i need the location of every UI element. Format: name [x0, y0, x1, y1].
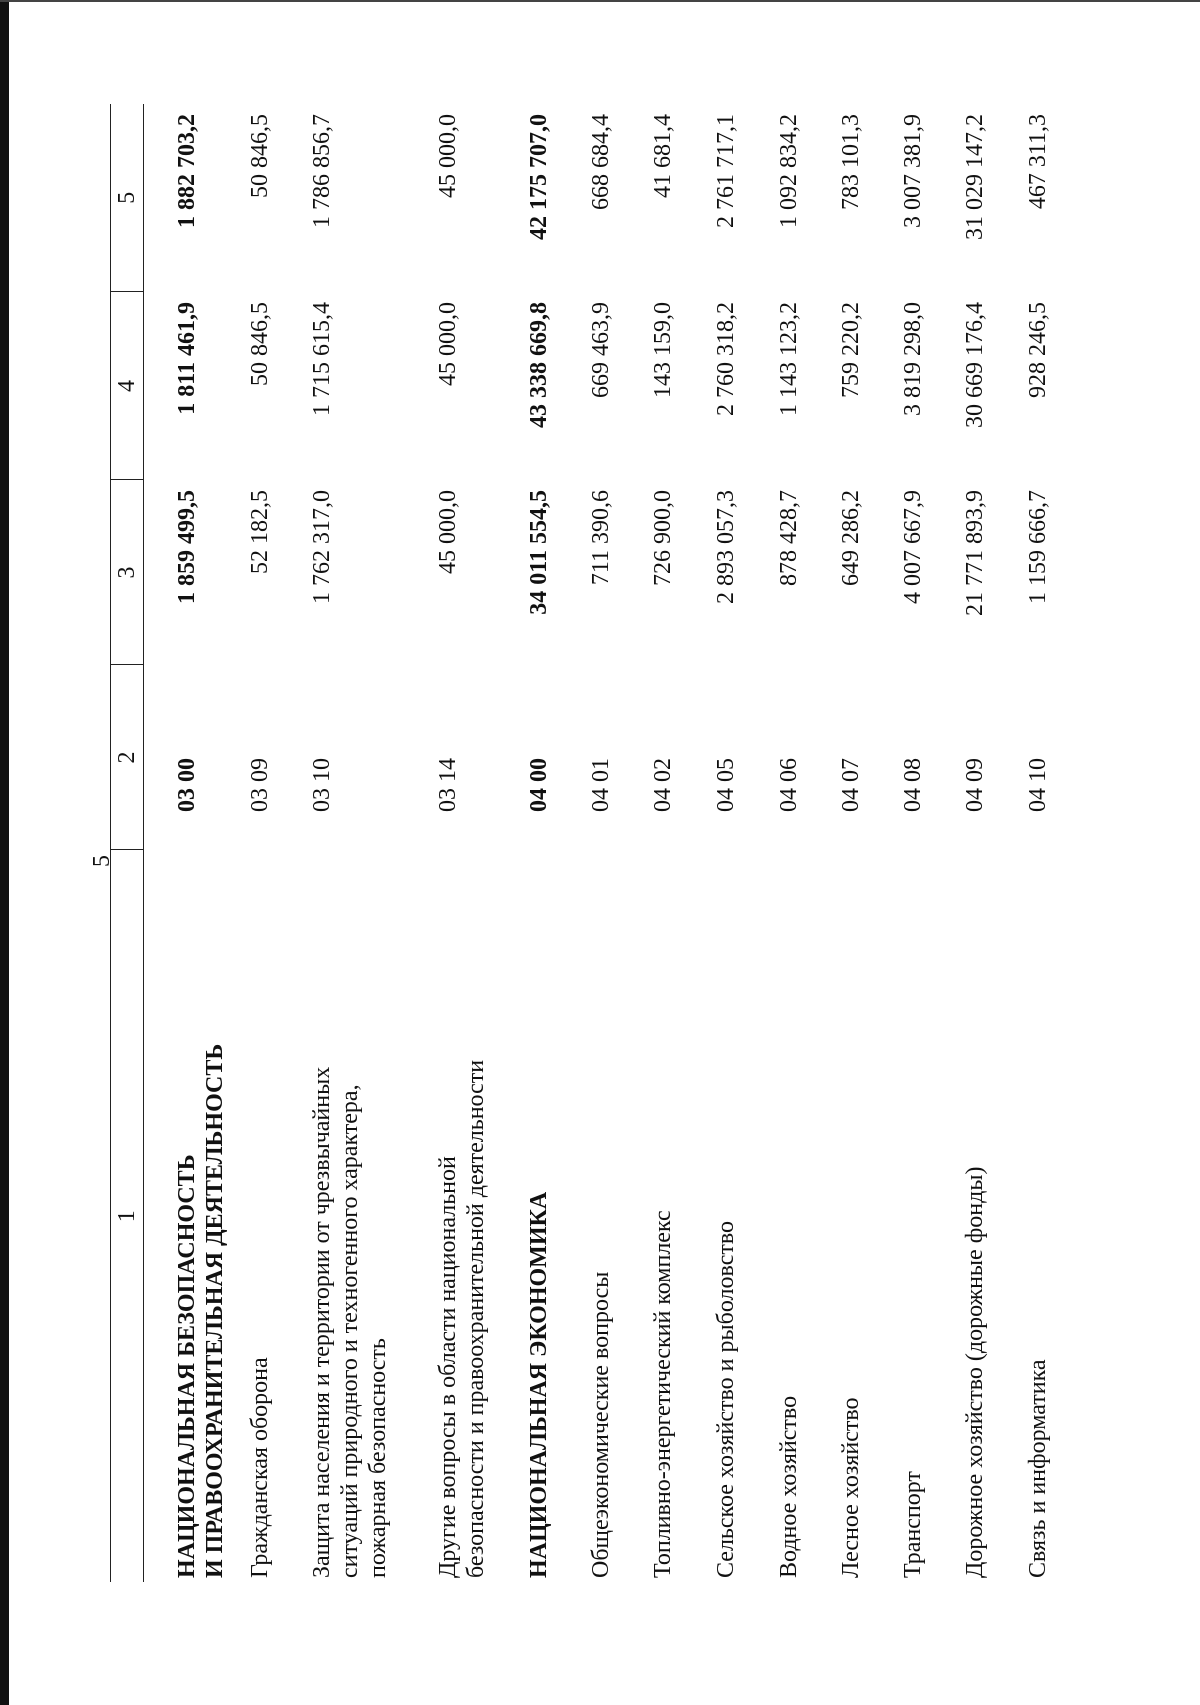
table-row [173, 104, 246, 1582]
table-row [837, 104, 899, 1582]
row-value-col5: 3 007 381,9 [900, 114, 926, 228]
row-value-col3: 34 011 554,5 [526, 490, 552, 615]
row-code: 03 10 [309, 758, 335, 812]
row-value-col5: 50 846,5 [247, 114, 273, 198]
row-code: 03 09 [247, 758, 273, 812]
table-row [525, 104, 587, 1582]
table-header-row [111, 104, 144, 1582]
row-value-col3: 52 182,5 [247, 490, 273, 574]
header-col-5: 5 [111, 104, 144, 292]
table-row [434, 104, 525, 1582]
row-value-col3: 45 000,0 [435, 490, 461, 574]
row-value-col3: 649 286,2 [838, 490, 864, 586]
row-name: Лесное хозяйство [838, 1397, 864, 1578]
row-value-col3: 711 390,6 [588, 490, 614, 586]
row-code: 04 01 [588, 758, 614, 812]
row-value-col4: 669 463,9 [588, 302, 614, 398]
row-code: 04 00 [526, 758, 552, 812]
row-code: 04 08 [900, 758, 926, 812]
table-row [308, 104, 434, 1582]
row-name: НАЦИОНАЛЬНАЯ ЭКОНОМИКА [526, 1191, 552, 1578]
row-value-col5: 668 684,4 [588, 114, 614, 210]
row-value-col5: 1 882 703,2 [174, 114, 200, 228]
row-name: Транспорт [900, 1471, 926, 1578]
row-value-col3: 878 428,7 [776, 490, 802, 586]
row-value-col4: 1 811 461,9 [174, 302, 200, 415]
table-row [961, 104, 1024, 1582]
row-code: 04 05 [713, 758, 739, 812]
row-value-col3: 21 771 893,9 [962, 490, 988, 616]
budget-table [110, 104, 1104, 1582]
row-value-col4: 30 669 176,4 [962, 302, 988, 428]
table-row [775, 104, 837, 1582]
row-value-col4: 1 715 615,4 [309, 302, 335, 416]
row-value-col4: 2 760 318,2 [713, 302, 739, 416]
row-value-col5: 1 786 856,7 [309, 114, 335, 228]
header-col-4: 4 [111, 292, 144, 480]
row-value-col3: 1 859 499,5 [174, 490, 200, 604]
row-value-col5: 31 029 147,2 [962, 114, 988, 240]
row-value-col3: 726 900,0 [650, 490, 676, 586]
table-body [144, 104, 1105, 1582]
scan-left-edge [0, 0, 9, 1705]
row-name: Общеэкономические вопросы [588, 1271, 614, 1578]
table-tail-spacer [1064, 104, 1104, 1582]
row-value-col4: 3 819 298,0 [900, 302, 926, 416]
row-value-col4: 50 846,5 [247, 302, 273, 386]
row-name: Дорожное хозяйство (дорожные фонды) [962, 1166, 988, 1578]
row-value-col5: 1 092 834,2 [776, 114, 802, 228]
row-value-col4: 759 220,2 [838, 302, 864, 398]
row-code: 03 00 [174, 758, 200, 812]
row-value-col3: 2 893 057,3 [713, 490, 739, 604]
page-number: 5 [89, 855, 115, 867]
row-value-col3: 4 007 667,9 [900, 490, 926, 604]
row-name: Водное хозяйство [776, 1395, 802, 1578]
row-code: 04 02 [650, 758, 676, 812]
table-row [899, 104, 961, 1582]
row-value-col3: 1 159 666,7 [1025, 490, 1051, 604]
row-value-col3: 1 762 317,0 [309, 490, 335, 604]
row-name: Гражданская оборона [247, 1357, 273, 1578]
table-row [649, 104, 712, 1582]
row-value-col5: 467 311,3 [1025, 114, 1051, 210]
row-value-col4: 1 143 123,2 [776, 302, 802, 416]
row-code: 04 10 [1025, 758, 1051, 812]
row-code: 03 14 [435, 758, 461, 812]
row-value-col4: 143 159,0 [650, 302, 676, 398]
row-value-col4: 928 246,5 [1025, 302, 1051, 398]
row-value-col5: 42 175 707,0 [526, 114, 552, 240]
row-value-col5: 2 761 717,1 [713, 114, 739, 228]
row-value-col4: 45 000,0 [435, 302, 461, 386]
rotated-page [110, 0, 1200, 1582]
row-name: НАЦИОНАЛЬНАЯ БЕЗОПАСНОСТЬ И ПРАВООХРАНИТЕЛЬНАЯ ДЕЯТЕЛЬНОСТЬ [174, 1043, 228, 1578]
row-name: Другие вопросы в области национальной безопасности и правоохранительной деятельности [435, 1059, 489, 1578]
table-row [712, 104, 775, 1582]
spacer-row [144, 104, 174, 1582]
row-name: Защита населения и территории от чрезвычайных ситуаций природного и техногенного характера, пожарная безопасность [309, 1066, 391, 1578]
table-row [246, 104, 308, 1582]
row-name: Сельское хозяйство и рыболовство [713, 1220, 739, 1578]
row-value-col5: 45 000,0 [435, 114, 461, 198]
header-col-2: 2 [111, 665, 144, 850]
table-row [587, 104, 649, 1582]
row-name: Связь и информатика [1025, 1359, 1051, 1578]
table-row [1024, 104, 1064, 1582]
row-code: 04 06 [776, 758, 802, 812]
row-code: 04 09 [962, 758, 988, 812]
header-col-3: 3 [111, 480, 144, 665]
row-code: 04 07 [838, 758, 864, 812]
row-name: Топливно-энергетический комплекс [650, 1210, 676, 1578]
row-value-col4: 43 338 669,8 [526, 302, 552, 428]
header-col-1: 1 [111, 850, 144, 1582]
row-value-col5: 41 681,4 [650, 114, 676, 198]
row-value-col5: 783 101,3 [838, 114, 864, 210]
